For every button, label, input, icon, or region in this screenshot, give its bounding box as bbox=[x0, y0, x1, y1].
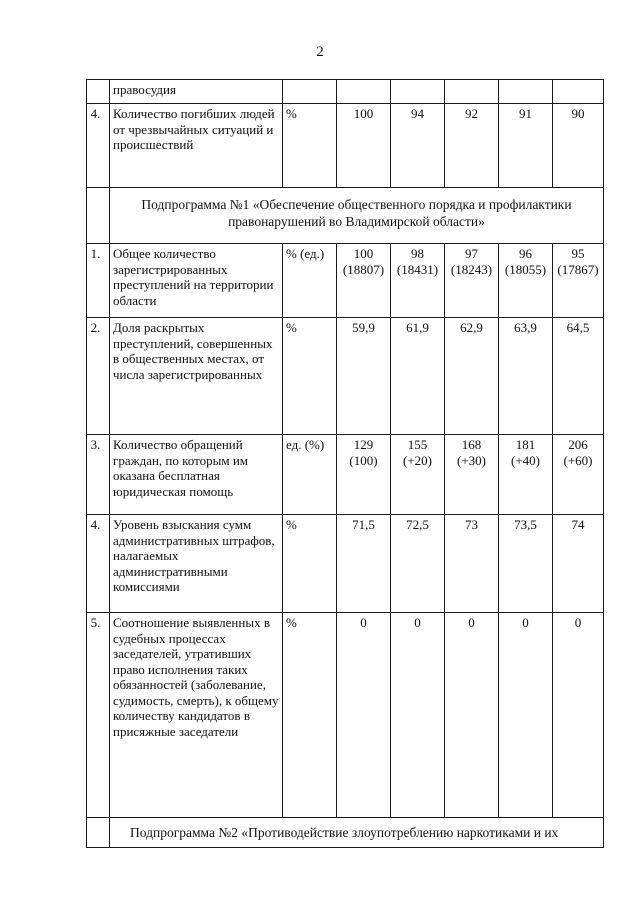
value-cell: 61,9 bbox=[391, 318, 445, 435]
indicator-name: правосудия bbox=[110, 80, 283, 104]
indicator-name: Доля раскрытых преступлений, совершенных в общественных местах, от числа зарегистрированных bbox=[110, 318, 283, 435]
value-cell bbox=[337, 80, 391, 104]
empty-cell bbox=[87, 818, 110, 848]
unit-cell: % bbox=[283, 613, 337, 818]
indicators-table bbox=[86, 79, 604, 848]
value-cell bbox=[445, 80, 499, 104]
value-cell: 94 bbox=[391, 104, 445, 188]
unit-cell: % bbox=[283, 515, 337, 613]
value-cell: 168 (+30) bbox=[445, 435, 499, 515]
value-cell: 100 bbox=[337, 104, 391, 188]
page-number: 2 bbox=[316, 44, 324, 60]
value-cell: 71,5 bbox=[337, 515, 391, 613]
indicator-name: Количество обращений граждан, по которым им оказана бесплатная юридическая помощь bbox=[110, 435, 283, 515]
unit-cell: % bbox=[283, 104, 337, 188]
indicator-name: Соотношение выявленных в судебных процессах заседателей, утративших право исполнения таких обязанностей (заболевание, судимость, смерть), к общему количеству кандидатов в присяжные заседатели bbox=[110, 613, 283, 818]
value-cell: 73 bbox=[445, 515, 499, 613]
value-cell: 73,5 bbox=[499, 515, 553, 613]
value-cell: 95 (17867) bbox=[553, 244, 604, 318]
value-cell: 63,9 bbox=[499, 318, 553, 435]
subprogram-2-title: Подпрограмма №2 «Противодействие злоупотреблению наркотиками и их bbox=[110, 818, 604, 848]
row-number: 3. bbox=[87, 435, 110, 515]
value-cell bbox=[391, 80, 445, 104]
row-number: 2. bbox=[87, 318, 110, 435]
value-cell: 97 (18243) bbox=[445, 244, 499, 318]
unit-cell: ед. (%) bbox=[283, 435, 337, 515]
row-number: 4. bbox=[87, 104, 110, 188]
empty-cell bbox=[87, 188, 110, 244]
value-cell: 91 bbox=[499, 104, 553, 188]
row-number: 1. bbox=[87, 244, 110, 318]
table-row bbox=[87, 318, 604, 435]
table-row bbox=[87, 80, 604, 104]
subprogram-header-row bbox=[87, 818, 604, 848]
value-cell: 100 (18807) bbox=[337, 244, 391, 318]
table-row bbox=[87, 104, 604, 188]
unit-cell: % bbox=[283, 318, 337, 435]
value-cell: 0 bbox=[445, 613, 499, 818]
row-number: 5. bbox=[87, 613, 110, 818]
value-cell: 129 (100) bbox=[337, 435, 391, 515]
value-cell: 59,9 bbox=[337, 318, 391, 435]
value-cell: 92 bbox=[445, 104, 499, 188]
value-cell: 74 bbox=[553, 515, 604, 613]
value-cell: 90 bbox=[553, 104, 604, 188]
value-cell: 0 bbox=[553, 613, 604, 818]
value-cell: 96 (18055) bbox=[499, 244, 553, 318]
value-cell: 0 bbox=[391, 613, 445, 818]
value-cell: 181 (+40) bbox=[499, 435, 553, 515]
value-cell: 0 bbox=[337, 613, 391, 818]
value-cell: 64,5 bbox=[553, 318, 604, 435]
value-cell: 62,9 bbox=[445, 318, 499, 435]
table-row bbox=[87, 244, 604, 318]
indicator-name: Уровень взыскания сумм административных штрафов, налагаемых административными комиссиями bbox=[110, 515, 283, 613]
table-row bbox=[87, 515, 604, 613]
row-number: 4. bbox=[87, 515, 110, 613]
indicator-name: Общее количество зарегистрированных преступлений на территории области bbox=[110, 244, 283, 318]
row-number bbox=[87, 80, 110, 104]
value-cell bbox=[553, 80, 604, 104]
unit-cell bbox=[283, 80, 337, 104]
unit-cell: % (ед.) bbox=[283, 244, 337, 318]
indicator-name: Количество погибших людей от чрезвычайных ситуаций и происшествий bbox=[110, 104, 283, 188]
table-row bbox=[87, 613, 604, 818]
value-cell: 72,5 bbox=[391, 515, 445, 613]
value-cell: 155 (+20) bbox=[391, 435, 445, 515]
subprogram-1-title: Подпрограмма №1 «Обеспечение общественного порядка и профилактики правонарушений во Владимирской области» bbox=[110, 188, 604, 244]
value-cell: 206 (+60) bbox=[553, 435, 604, 515]
value-cell bbox=[499, 80, 553, 104]
subprogram-header-row bbox=[87, 188, 604, 244]
value-cell: 98 (18431) bbox=[391, 244, 445, 318]
table-row bbox=[87, 435, 604, 515]
value-cell: 0 bbox=[499, 613, 553, 818]
